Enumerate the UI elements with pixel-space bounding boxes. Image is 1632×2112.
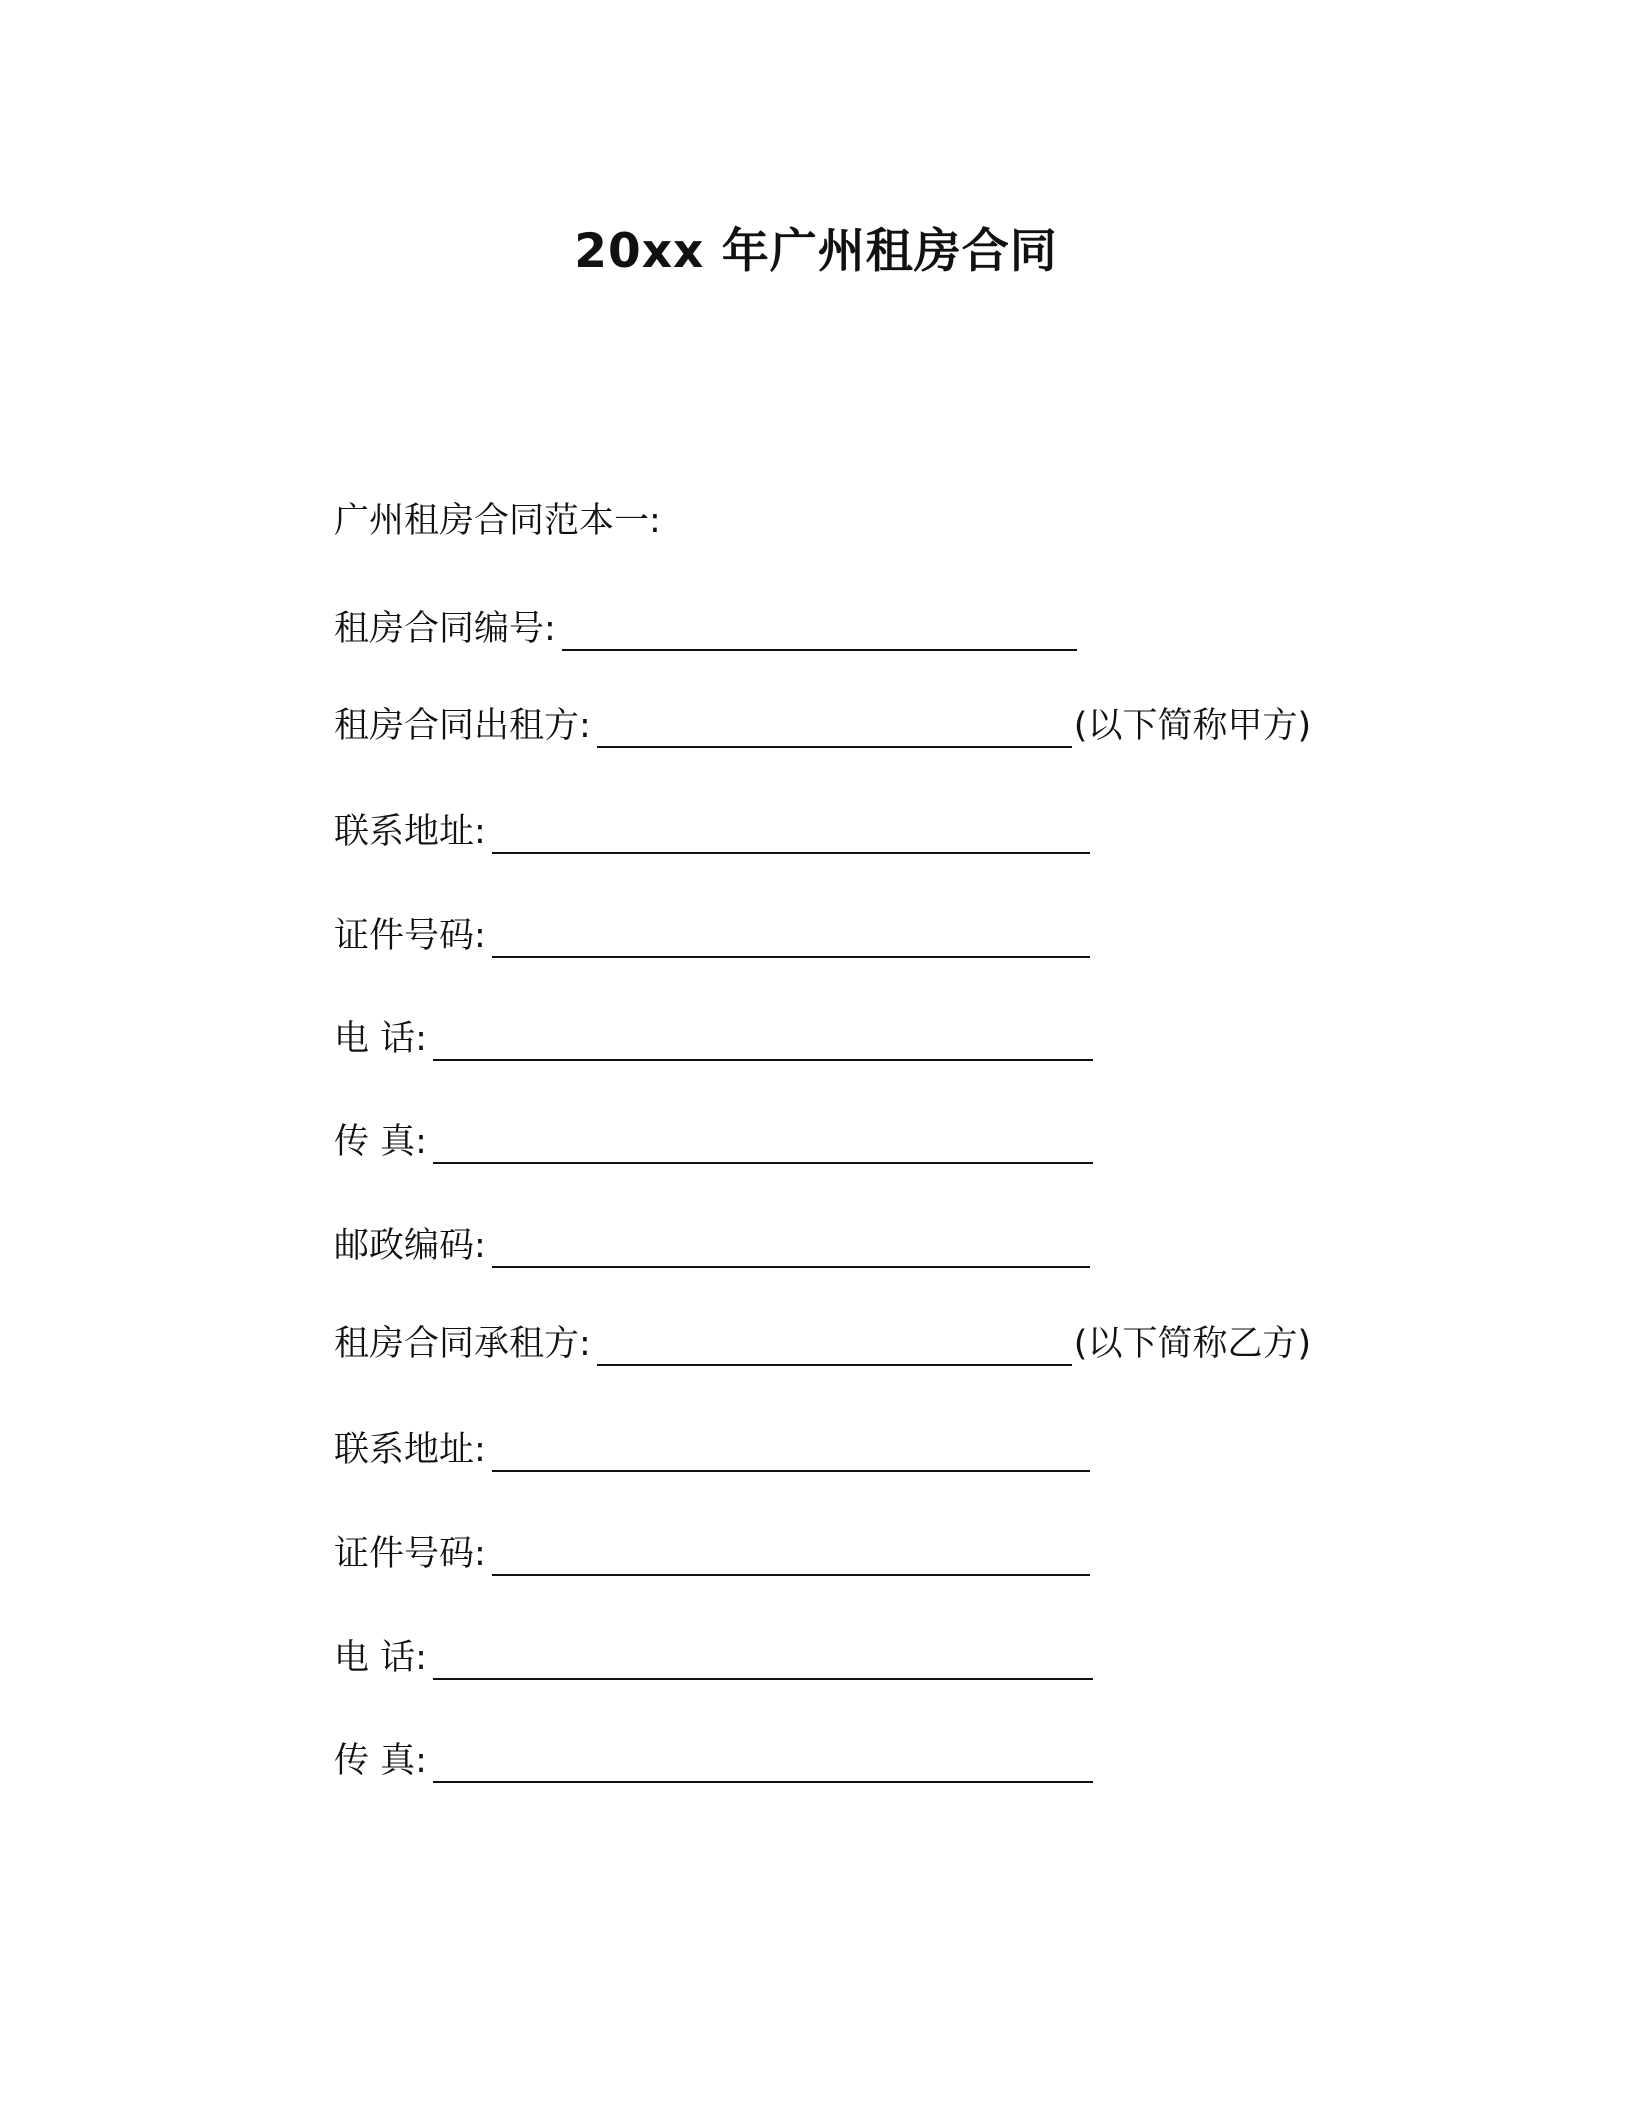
field-label: 传 真: xyxy=(334,1741,427,1781)
blank-line[interactable] xyxy=(492,808,1090,854)
field-label: 传 真: xyxy=(334,1122,427,1162)
field-label: 租房合同编号: xyxy=(334,609,556,649)
field-label: 电 话: xyxy=(334,1019,427,1059)
field-label: 电 话: xyxy=(334,1638,427,1678)
blank-line[interactable] xyxy=(492,1426,1090,1472)
field-label: 联系地址: xyxy=(334,1430,486,1470)
field-lessor xyxy=(334,702,1311,750)
field-label: 租房合同出租方: xyxy=(334,706,591,746)
field-label: 邮政编码: xyxy=(334,1226,486,1266)
blank-line[interactable] xyxy=(492,912,1090,958)
field-lessee-id xyxy=(334,1530,1090,1578)
field-suffix: (以下简称乙方) xyxy=(1073,1324,1312,1364)
field-suffix: (以下简称甲方) xyxy=(1073,706,1312,746)
section-heading: 广州租房合同范本一: xyxy=(334,501,661,541)
blank-line[interactable] xyxy=(433,1015,1093,1061)
field-lessor-fax xyxy=(334,1118,1093,1166)
field-lessee-phone xyxy=(334,1634,1093,1682)
blank-line[interactable] xyxy=(562,605,1077,651)
field-label: 证件号码: xyxy=(334,1534,486,1574)
blank-line[interactable] xyxy=(492,1222,1090,1268)
blank-line[interactable] xyxy=(492,1530,1090,1576)
blank-line[interactable] xyxy=(433,1737,1093,1783)
field-contract-number xyxy=(334,605,1077,653)
field-lessee-address xyxy=(334,1426,1090,1474)
field-lessor-postcode xyxy=(334,1222,1090,1270)
field-lessor-id xyxy=(334,912,1090,960)
field-label: 证件号码: xyxy=(334,916,486,956)
field-lessor-phone xyxy=(334,1015,1093,1063)
document-title: 20xx 年广州租房合同 xyxy=(574,224,1058,279)
field-label: 租房合同承租方: xyxy=(334,1324,591,1364)
blank-line[interactable] xyxy=(597,1320,1072,1366)
field-label: 联系地址: xyxy=(334,812,486,852)
blank-line[interactable] xyxy=(433,1118,1093,1164)
blank-line[interactable] xyxy=(597,702,1072,748)
blank-line[interactable] xyxy=(433,1634,1093,1680)
field-lessee xyxy=(334,1320,1311,1368)
field-lessee-fax xyxy=(334,1737,1093,1785)
field-lessor-address xyxy=(334,808,1090,856)
